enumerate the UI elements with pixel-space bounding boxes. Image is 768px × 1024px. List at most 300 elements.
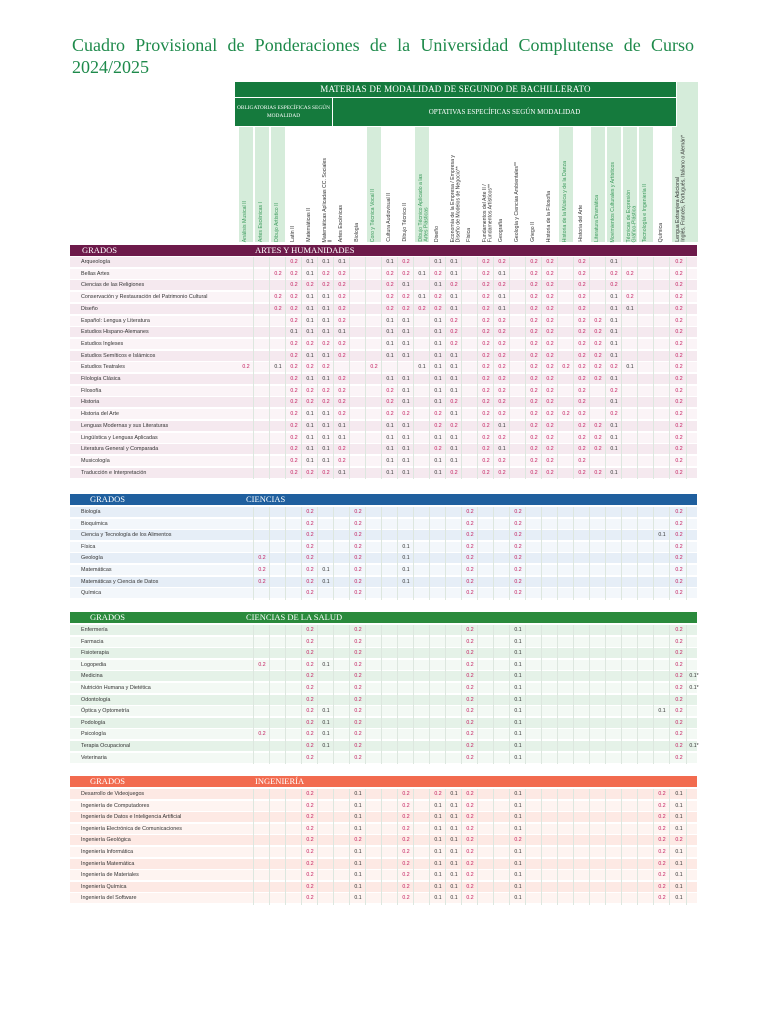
value-cell: 0.2 [482,329,490,336]
value-cell: 0.2 [675,719,683,726]
value-cell: 0.2 [354,590,362,597]
value-cell: 0.1 [322,719,330,726]
grid-line [365,625,366,764]
row-label: Ingeniería Química [81,883,127,890]
value-cell: 0.2 [658,791,666,797]
value-cell: 0.2 [530,399,538,406]
value-cell: 0.2 [466,895,474,902]
value-cell: 0.1 [514,673,522,680]
value-cell: 0.1 [610,317,618,324]
value-cell: 0.1 [322,411,330,418]
column-header [497,132,510,242]
value-cell: 0.2 [594,469,602,476]
row-label: Fisioterapia [81,650,109,657]
grid-line [269,789,270,905]
value-cell: 0.2 [675,340,683,347]
grid-line [333,789,334,905]
row-label: Matemáticas y Ciencia de Datos [81,578,159,585]
value-cell: 0.2 [466,837,474,844]
value-cell: 0.2 [675,731,683,738]
grid-line [429,507,430,600]
value-cell: 0.1 [386,469,394,476]
value-cell: 0.2 [354,661,362,668]
row-label: Enfermería [81,627,108,633]
value-cell: 0.1 [402,387,410,394]
value-cell: 0.2 [338,305,346,312]
value-cell: 0.2 [322,364,330,371]
value-cell: 0.2 [675,543,683,550]
table-row [70,519,697,529]
value-cell: 0.2 [546,434,554,441]
value-cell: 0.2 [530,376,538,382]
grid-line [541,257,542,479]
row-label: Física [81,543,96,550]
value-cell: 0.2 [675,259,683,265]
grid-line [301,507,302,600]
value-cell: 0.2 [675,399,683,406]
value-cell: 0.2 [306,731,314,738]
grid-line [669,625,670,764]
column-header-label: Física [466,228,472,242]
grid-line [333,257,334,479]
value-cell: 0.2 [338,376,346,382]
value-cell: 0.1 [514,743,522,749]
column-header [305,132,318,242]
grid-line [445,625,446,764]
value-cell: 0.2 [386,387,394,394]
value-cell: 0.2 [546,364,554,371]
table-row [70,741,697,751]
value-cell: 0.1 [354,825,362,832]
value-cell: 0.2 [530,329,538,336]
value-cell: 0.1 [402,282,410,289]
grid-line [621,257,622,479]
value-cell: 0.2 [482,317,490,324]
value-cell: 0.2 [450,399,458,406]
value-cell: 0.1 [434,399,442,406]
grid-line [317,507,318,600]
column-header [561,132,574,242]
value-cell: 0.2 [578,259,586,265]
value-cell: 0.2 [482,387,490,394]
grid-line [653,507,654,600]
value-cell: 0.2 [546,259,554,265]
section-header [70,776,697,787]
row-label: Ingeniería Electrónica de Comunicaciones [81,825,182,832]
value-cell: 0.2 [530,387,538,394]
column-header-label: Griego II [530,222,536,242]
value-cell: 0.2 [578,469,586,476]
value-cell: 0.2 [530,317,538,324]
grid-line [509,257,510,479]
column-header-label: Dibujo Técnico Aplicado a las Artes Plásticas [418,174,430,242]
row-label: Ingeniería de Materiales [81,872,139,879]
grid-line [653,789,654,905]
grid-line [573,789,574,905]
value-cell: 0.1 [322,708,330,715]
value-cell: 0.2 [306,802,314,809]
value-cell: 0.1 [338,329,346,336]
column-header [289,132,302,242]
value-cell: 0.2 [354,567,362,573]
value-cell: 0.1 [658,532,666,539]
value-cell: 0.1 [498,422,506,429]
value-cell: 0.2 [498,399,506,406]
value-cell: 0.2 [306,282,314,289]
value-cell: 0.2 [466,661,474,668]
value-cell: 0.2 [658,849,666,855]
table-row [70,683,697,693]
column-header-label: Diseño [434,225,440,242]
value-cell: 0.1 [450,872,458,879]
value-cell: 0.2 [354,708,362,715]
grid-line [365,507,366,600]
grid-line [445,507,446,600]
value-cell: 0.2 [290,317,298,324]
row-label: Ingeniería Matemática [81,860,135,867]
value-cell: 0.1 [386,434,394,441]
materias-header: MATERIAS DE MODALIDAD DE SEGUNDO DE BACHILLERATO [235,82,676,97]
table-row [70,648,697,658]
value-cell: 0.1 [514,814,522,821]
column-header-label: Dibujo Técnico II [402,203,408,242]
value-cell: 0.1 [434,860,442,867]
value-cell: 0.1 [402,340,410,347]
row-label: Veterinaria [81,754,107,761]
value-cell: 0.2 [514,520,522,527]
value-cell: 0.2 [450,317,458,324]
value-cell: 0.2 [306,638,314,645]
value-cell: 0.1 [434,282,442,289]
value-cell: 0.1 [610,434,618,441]
value-cell: 0.1 [386,457,394,464]
value-cell: 0.1 [610,259,618,265]
value-cell: 0.2 [386,294,394,301]
value-cell: 0.1 [306,434,314,441]
column-header [513,132,526,242]
value-cell: 0.2 [370,364,378,371]
column-header-label: Fundamentos del Arte II / Fundamentos Artísticos** [482,183,494,242]
value-cell: 0.2 [306,387,314,394]
value-cell: 0.2 [546,305,554,312]
value-cell: 0.2 [626,270,634,277]
value-cell: 0.2 [578,422,586,429]
grid-line [429,789,430,905]
column-header-label: Técnicas de Expresión Gráfico-Plástica [626,189,638,242]
grid-line [589,789,590,905]
value-cell: 0.2 [402,791,410,797]
value-cell: 0.2 [482,364,490,371]
value-cell: 0.2 [514,555,522,562]
grid-line [637,257,638,479]
column-header [417,132,430,242]
table-row [70,671,697,681]
row-label: Diseño [81,305,98,312]
value-cell: 0.1 [322,661,330,668]
value-cell: 0.1 [434,469,442,476]
value-cell: 0.2 [498,352,506,359]
value-cell: 0.1 [306,376,314,382]
value-cell: 0.2 [482,422,490,429]
grid-line [381,789,382,905]
row-label: Estudios Ingleses [81,340,124,347]
value-cell: 0.2 [594,376,602,382]
value-cell: 0.2 [530,294,538,301]
grid-line [461,625,462,764]
value-cell: 0.2 [354,719,362,726]
column-header [465,132,478,242]
value-cell: 0.1 [434,825,442,832]
value-cell: 0.1 [675,872,683,879]
grid-line [621,507,622,600]
value-cell: 0.2 [498,259,506,265]
grid-line [509,789,510,905]
grid-line [285,625,286,764]
value-cell: 0.2 [675,446,683,453]
grid-line [477,507,478,600]
value-cell: 0.2 [675,422,683,429]
table-row [70,893,697,903]
value-cell: 0.1 [402,422,410,429]
value-cell: 0.1 [514,685,522,691]
value-cell: 0.1 [322,317,330,324]
value-cell: 0.2 [306,627,314,633]
value-cell: 0.2 [546,329,554,336]
grid-line [253,257,254,479]
value-cell: 0.2 [306,661,314,668]
value-cell: 0.1 [610,340,618,347]
value-cell: 0.2 [306,696,314,703]
value-cell: 0.1 [338,259,346,265]
value-cell: 0.1 [434,364,442,371]
value-cell: 0.2 [466,802,474,809]
value-cell: 0.2 [306,791,314,797]
grid-line [605,257,606,479]
value-cell: 0.1 [402,399,410,406]
value-cell: 0.1 [498,294,506,301]
row-label: Bellas Artes [81,270,110,277]
value-cell: 0.1 [610,399,618,406]
value-cell: 0.2 [242,364,250,371]
value-cell: 0.1 [402,434,410,441]
value-cell: 0.1 [386,259,394,265]
value-cell: 0.2 [610,364,618,371]
value-cell: 0.2 [306,883,314,890]
value-cell: 0.2 [675,282,683,289]
grid-line [349,507,350,600]
value-cell: 0.2 [675,509,683,515]
value-cell: 0.2 [578,364,586,371]
value-cell: 0.2 [530,352,538,359]
row-label: Musicología [81,457,110,464]
value-cell: 0.2 [466,685,474,691]
value-cell: 0.2 [322,340,330,347]
row-label: Terapia Ocupacional [81,743,131,749]
row-label: Farmacia [81,638,104,645]
value-cell: 0.2 [306,469,314,476]
value-cell: 0.2 [514,543,522,550]
column-header-label: Tecnología e Ingeniería II [642,183,648,242]
value-cell: 0.2 [338,317,346,324]
grid-line [509,625,510,764]
value-cell: 0.1 [434,434,442,441]
value-cell: 0.2 [675,743,683,749]
value-cell: 0.2 [450,422,458,429]
grid-line [541,625,542,764]
section-name: INGENIERÍA [255,776,305,786]
value-cell: 0.1 [434,802,442,809]
grid-line [637,789,638,905]
column-header [385,132,398,242]
row-label: Traducción e Interpretación [81,469,147,476]
value-cell: 0.2 [594,317,602,324]
column-header-label: Coro y Técnica Vocal II [370,188,376,242]
value-cell: 0.2 [274,294,282,301]
value-cell: 0.1 [402,578,410,585]
value-cell: 0.2 [258,567,266,573]
table-row [70,553,697,563]
value-cell: 0.1 [386,340,394,347]
value-cell: 0.1 [386,376,394,382]
value-cell: 0.1 [514,895,522,902]
column-header-label: Movimientos Culturales y Artísticos [610,161,616,242]
table-row [70,847,697,857]
grid-line [525,507,526,600]
value-cell: 0.1* [689,673,699,680]
column-header-label: Artes Escénicas I [258,201,264,242]
value-cell: 0.1 [514,872,522,879]
value-cell: 0.2 [434,446,442,453]
value-cell: 0.2 [354,743,362,749]
value-cell: 0.2 [546,387,554,394]
optativas-header: OPTATIVAS ESPECÍFICAS SEGÚN MODALIDAD [333,98,676,126]
table-row [70,577,697,587]
row-label: Ciencias de las Religiones [81,282,145,289]
grid-line [686,507,687,600]
value-cell: 0.1 [354,802,362,809]
grid-line [381,507,382,600]
value-cell: 0.2 [482,376,490,382]
value-cell: 0.2 [578,376,586,382]
value-cell: 0.1 [675,860,683,867]
value-cell: 0.2 [290,422,298,429]
value-cell: 0.1 [402,446,410,453]
grid-line [413,625,414,764]
value-cell: 0.2 [675,352,683,359]
value-cell: 0.1 [675,825,683,832]
value-cell: 0.1 [306,329,314,336]
value-cell: 0.1 [450,895,458,902]
value-cell: 0.2 [290,434,298,441]
grid-line [669,257,670,479]
grid-line [525,257,526,479]
grid-line [397,507,398,600]
value-cell: 0.2 [530,259,538,265]
value-cell: 0.2 [675,638,683,645]
grid-line [477,789,478,905]
value-cell: 0.2 [386,270,394,277]
row-label: Geología [81,555,103,562]
grid-line [541,507,542,600]
value-cell: 0.2 [306,685,314,691]
value-cell: 0.2 [402,270,410,277]
row-label: Historia [81,399,100,406]
value-cell: 0.1 [402,317,410,324]
column-header-label: Matemáticas Aplicadas CC. Sociales II [322,157,334,242]
value-cell: 0.1 [322,376,330,382]
value-cell: 0.2 [338,387,346,394]
value-cell: 0.2 [610,270,618,277]
value-cell: 0.2 [675,567,683,573]
value-cell: 0.2 [402,411,410,418]
row-label: Química [81,590,102,597]
value-cell: 0.1 [514,791,522,797]
column-header [449,132,462,242]
value-cell: 0.2 [466,883,474,890]
table-row [70,637,697,647]
value-cell: 0.2 [338,411,346,418]
column-header-label: Economía de la Empresa / Empresa y Diseño de Modelos de Negocio** [450,154,462,242]
value-cell: 0.1 [450,883,458,890]
row-label: Lingüística y Lenguas Aplicadas [81,434,158,441]
value-cell: 0.1 [498,270,506,277]
value-cell: 0.1 [322,294,330,301]
grid-line [317,789,318,905]
value-cell: 0.2 [290,387,298,394]
value-cell: 0.1 [418,270,426,277]
value-cell: 0.2 [258,661,266,668]
grid-line [573,507,574,600]
value-cell: 0.2 [675,434,683,441]
grid-line [285,507,286,600]
value-cell: 0.2 [658,872,666,879]
value-cell: 0.1 [338,469,346,476]
grid-line [349,257,350,479]
value-cell: 0.2 [466,520,474,527]
grid-line [621,625,622,764]
value-cell: 0.2 [402,860,410,867]
value-cell: 0.2 [466,673,474,680]
value-cell: 0.2 [675,708,683,715]
grid-line [429,257,430,479]
value-cell: 0.2 [354,532,362,539]
value-cell: 0.1 [434,814,442,821]
value-cell: 0.1 [514,849,522,855]
grid-line [589,507,590,600]
value-cell: 0.2 [675,305,683,312]
row-label: Psicología [81,731,106,738]
value-cell: 0.2 [306,567,314,573]
value-cell: 0.2 [290,282,298,289]
value-cell: 0.1 [450,849,458,855]
value-cell: 0.2 [290,457,298,464]
table-row [70,507,697,517]
row-label: Estudios Teatrales [81,364,125,371]
value-cell: 0.2 [675,469,683,476]
value-cell: 0.2 [466,555,474,562]
table-row [70,542,697,552]
value-cell: 0.2 [386,282,394,289]
value-cell: 0.2 [338,270,346,277]
value-cell: 0.1 [450,791,458,797]
value-cell: 0.2 [306,860,314,867]
value-cell: 0.2 [290,376,298,382]
value-cell: 0.2 [498,387,506,394]
value-cell: 0.1 [610,446,618,453]
value-cell: 0.2 [546,446,554,453]
grid-line [253,507,254,600]
grados-label: GRADOS [90,494,125,504]
